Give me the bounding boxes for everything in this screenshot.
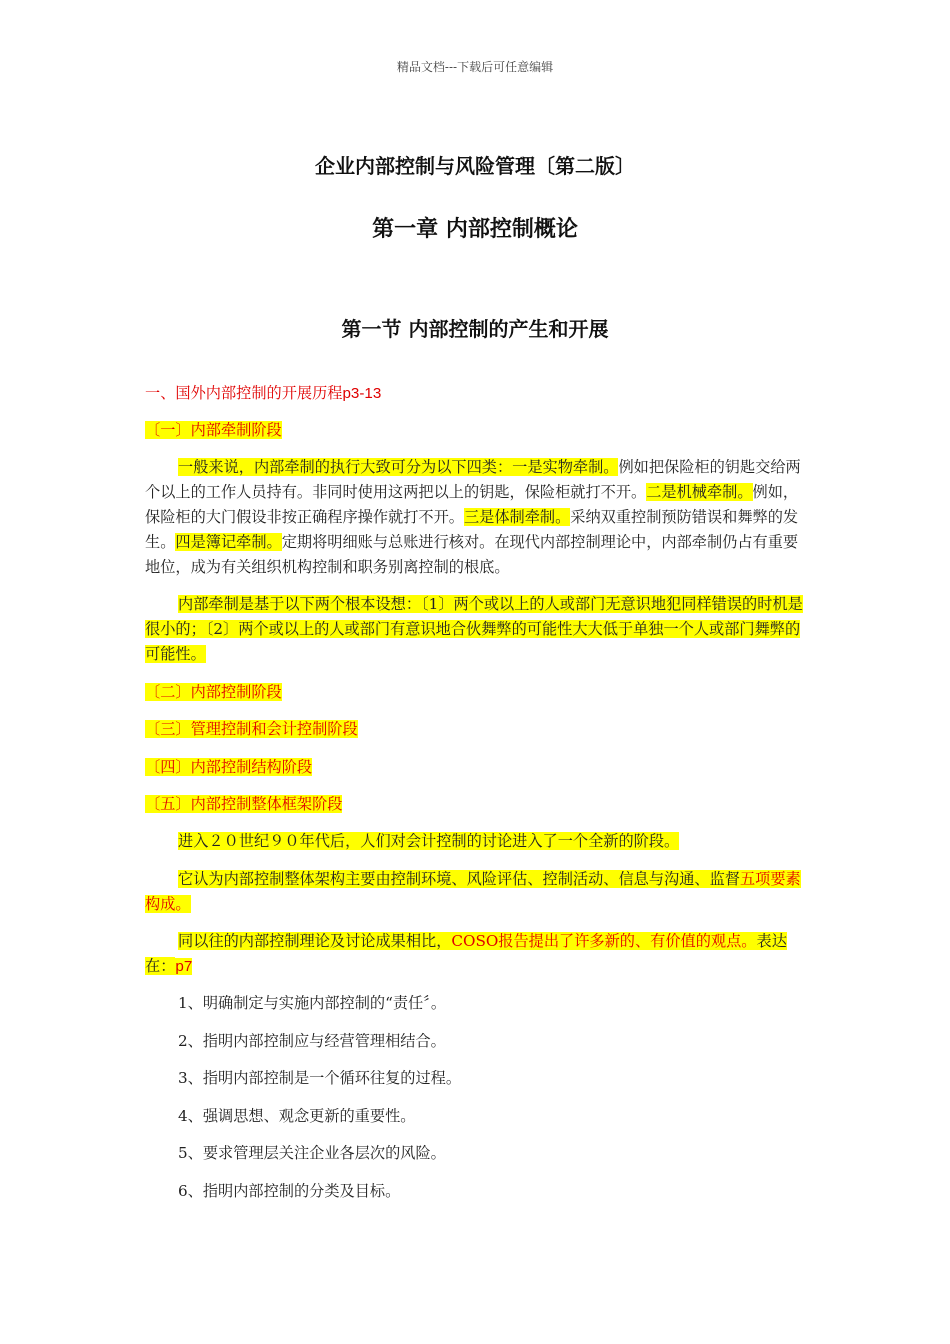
highlight-system-check: 三是体制牵制。 [463,508,571,526]
highlight-bookkeeping-check: 四是簿记牵制。 [175,533,282,551]
highlight-physical-check: 一般来说，内部牵制的执行大致可分为以下四类：一是实物牵制。 [178,458,619,476]
list-item: 2、指明内部控制应与经营管理相结合。 [178,1032,446,1050]
paragraph-internal-check-types [145,455,807,580]
text-span: 采纳双重控制预防错误和舞弊的发生。 [145,508,799,551]
heading-foreign-development [145,381,807,406]
paragraph-five-elements [145,867,807,917]
stage-heading-3 [145,717,807,742]
section-title: 第一节 内部控制的产生和开展 [341,317,609,341]
stage-label: 〔一〕内部牵制阶段 [145,421,282,439]
stage-label: 〔四〕内部控制结构阶段 [145,758,313,776]
page-ref: p3-13 [342,385,382,402]
stage-label: 〔五〕内部控制整体框架阶段 [145,795,343,813]
page-ref-p7: p7 [175,958,193,975]
page-header-note: 精品文档---下载后可任意编辑 [396,60,554,74]
stage-label: 〔二〕内部控制阶段 [145,683,282,701]
highlight-mechanical-check: 二是机械牵制。 [646,483,753,501]
text-span: 定期将明细账与总账进行核对。在现代内部控制理论中，内部牵制仍占有重要地位，成为有关组织机构控制和职务别离控制的根底。 [145,533,799,576]
list-item: 3、指明内部控制是一个循环往复的过程。 [178,1069,462,1087]
highlight-expressed-in: 表达在： [145,932,787,975]
paragraph-assumptions [145,592,807,667]
highlight-comparison: 同以往的内部控制理论及讨论成果相比， [178,932,452,950]
list-item: 5、要求管理层关注企业各层次的风险。 [178,1144,446,1162]
list-item: 6、指明内部控制的分类及目标。 [178,1182,401,1200]
heading-text: 一、国外内部控制的开展历程 [145,384,343,402]
list-item: 1、明确制定与实施内部控制的“责任〞。 [178,994,447,1012]
highlight-1990s: 进入２０世纪９０年代后，人们对会计控制的讨论进入了一个全新的阶段。 [178,832,680,850]
stage-label: 〔三〕管理控制和会计控制阶段 [145,720,358,738]
stage-heading-5 [145,792,807,817]
highlight-assumptions: 内部牵制是基于以下两个根本设想：〔1〕两个或以上的人或部门无意识地犯同样错误的时机是很小的；〔2〕两个或以上的人或部门有意识地合伙舞弊的可能性大大低于单独一个人或部门舞弊的可能性。 [145,595,803,663]
paragraph-1990s [145,829,807,854]
stage-heading-4 [145,755,807,780]
text-span: 例如，保险柜的大门假设非按正确程序操作就打不开。 [145,483,799,526]
chapter-title: 第一章 内部控制概论 [372,216,578,242]
highlight-five-elements: 它认为内部控制整体架构主要由控制环境、风险评估、控制活动、信息与沟通、监督 [178,870,740,888]
list-item: 4、强调思想、观念更新的重要性。 [178,1107,416,1125]
text-span: 例如把保险柜的钥匙交给两个以上的工作人员持有。非同时使用这两把以上的钥匙，保险柜就打不开。 [145,458,801,501]
highlight-coso-report: COSO报告提出了许多新的、有价值的观点。 [451,932,757,950]
stage-heading-1 [145,418,807,443]
highlight-five-elements-red: 五项要素构成。 [145,870,801,913]
book-title: 企业内部控制与风险管理〔第二版〕 [315,154,635,178]
stage-heading-2 [145,680,807,705]
paragraph-coso [145,929,807,979]
